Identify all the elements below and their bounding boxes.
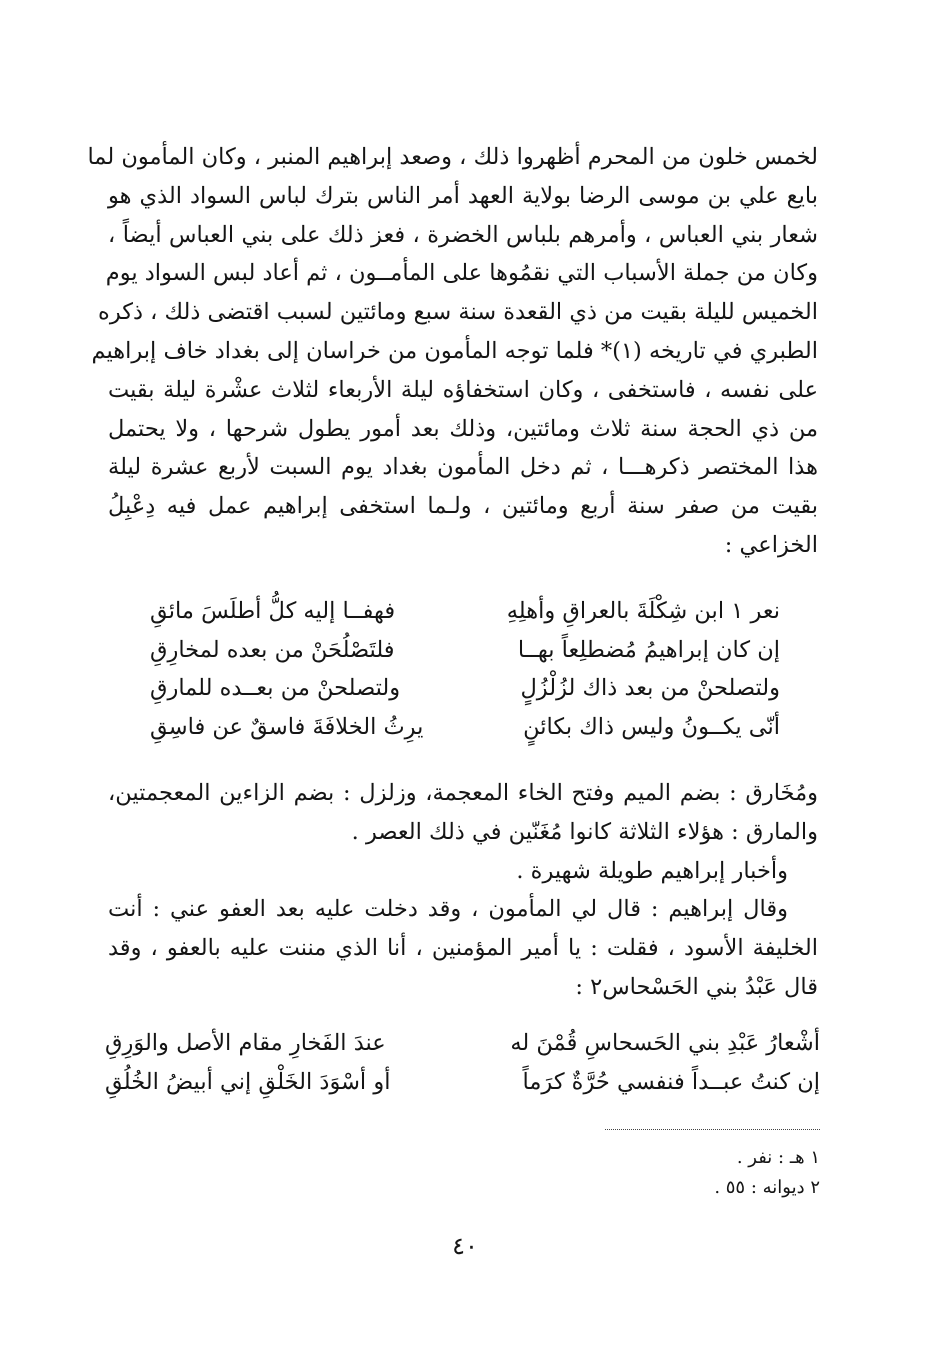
page-number: ٤٠: [452, 1232, 478, 1260]
footnote: ١ هـ : نفر .: [736, 1147, 820, 1168]
text-line: ومُخَارق : بضم الميم وفتح الخاء المعجمة، وزلزل : بضم الزاءين المعجمتين،: [108, 780, 818, 806]
poem-verse: [150, 631, 780, 670]
verse-second-hemistich: فهفــا إليه كلُّ أطلَسَ مائقِ: [150, 598, 396, 624]
text-line: الخزاعي :: [724, 531, 818, 558]
text-line: بايع علي بن موسى الرضا بولاية العهد أمر الناس بترك لباس السواد الذي هو: [108, 182, 818, 209]
verse-second-hemistich: ولتصلحنْ من بعــده للمارقِ: [150, 675, 401, 702]
verse-first-hemistich: ولتصلحنْ من بعد ذاك لزُلْزُلٍ: [520, 675, 780, 702]
text-line: من ذي الحجة سنة ثلاث ومائتين، وذلك بعد أمور يطول شرحها ، ولا يحتمل: [108, 415, 818, 442]
paragraph-commentary: [108, 774, 818, 1007]
text-line: شعار بني العباس ، وأمرهم بلباس الخضرة ، فعز ذلك على بني العباس أيضاً ،: [108, 221, 818, 248]
verse-second-hemistich: يرِثُ الخلافَةَ فاسقٌ عن فاسِقِ: [150, 713, 424, 740]
poem-verse: [105, 1063, 820, 1102]
poem-dibil: [150, 592, 780, 746]
verse-first-hemistich: أنّى يكــونُ وليس ذاك بكائنٍ: [523, 713, 780, 740]
text-line: لخمس خلون من المحرم أظهروا ذلك ، وصعد إبراهيم المنبر ، وكان المأمون لما: [87, 144, 818, 170]
paragraph-main: [87, 138, 818, 565]
text-line: الخميس لليلة بقيت من ذي القعدة سنة سبع ومائتين لسبب اقتضى ذلك ، ذكره: [98, 299, 818, 326]
verse-first-hemistich: إن كنتُ عبــداً فنفسي حُرَّةٌ كرَماً: [522, 1068, 820, 1095]
poem-verse: [150, 669, 780, 708]
verse-first-hemistich: نعر ١ ابن شِكْلَةَ بالعراقِ وأهلِهِ: [506, 598, 780, 624]
verse-second-hemistich: أو أسْوَدَ الخَلْقِ إني أبيضُ الخُلُقِ: [105, 1068, 391, 1095]
text-line: وقال إبراهيم : قال لي المأمون ، وقد دخلت عليه بعد العفو عني : أنت: [108, 896, 788, 923]
footnote: ٢ ديوانه : ٥٥ .: [714, 1177, 820, 1198]
text-line: قال عَبْدُ بني الحَسْحاس٢ :: [575, 973, 818, 1000]
poem-verse: [150, 708, 780, 747]
poem-verse: [105, 1024, 820, 1063]
text-line: الخليفة الأسود ، فقلت : يا أمير المؤمنين ، أنا الذي مننت عليه بالعفو ، وقد: [108, 935, 818, 962]
verse-second-hemistich: فلتَصْلُحَنْ من بعده لمخارِقِ: [150, 636, 395, 663]
poem-verse: [150, 592, 780, 631]
footnote-divider: [605, 1129, 820, 1130]
text-line: الطبري في تاريخه (١)* فلما توجه المأمون من خراسان إلى بغداد خاف إبراهيم: [91, 337, 818, 364]
text-line: على نفسه ، فاستخفى ، وكان استخفاؤه ليلة الأربعاء لثلاث عشْرة ليلة بقيت: [108, 376, 818, 403]
text-line: والمارق : هؤلاء الثلاثة كانوا مُغَنّين في ذلك العصر .: [351, 818, 818, 845]
text-line: بقيت من صفر سنة أربع ومائتين ، ولـما استخفى إبراهيم عمل فيه دِعْبِلُ: [108, 493, 818, 520]
text-line: وأخبار إبراهيم طويلة شهيرة .: [516, 857, 788, 884]
verse-second-hemistich: عندَ الفَخارِ مقام الأصل والوَرِقِ: [105, 1030, 386, 1056]
text-line: وكان من جملة الأسباب التي نقمُوها على المأمــون ، ثم أعاد لبس السواد يوم: [105, 260, 818, 287]
footnotes: [714, 1143, 820, 1203]
verse-first-hemistich: إن كان إبراهيمُ مُضطلِعاً بهــا: [517, 636, 780, 663]
poem-suhaym: [105, 1024, 820, 1101]
verse-first-hemistich: أشْعارُ عَبْدِ بني الحَسحاسِ قُمْنَ له: [510, 1030, 820, 1056]
text-line: هذا المختصر ذكرهـــا ، ثم دخل المأمون بغداد يوم السبت لأربع عشرة ليلة: [108, 454, 818, 481]
